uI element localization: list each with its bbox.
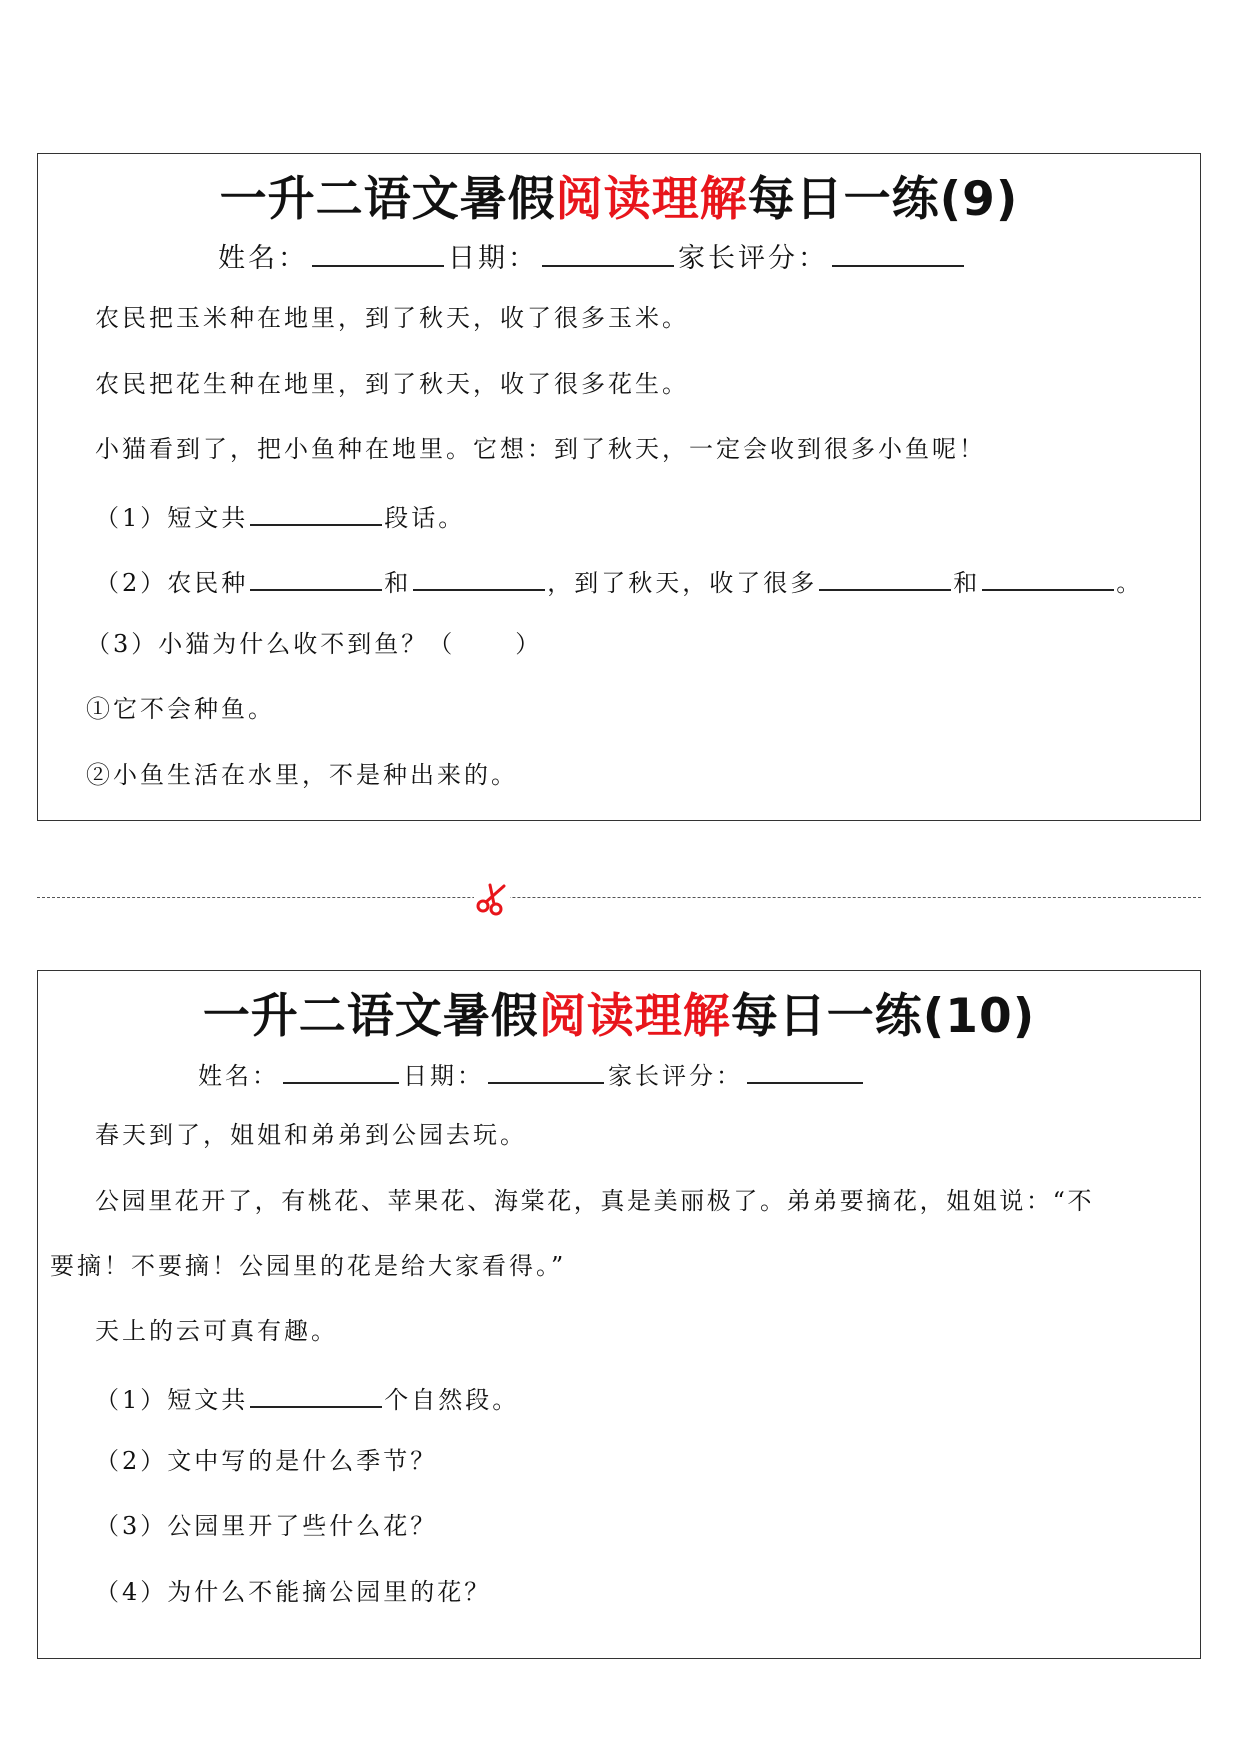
question-1: （1）短文共 段话。 <box>95 504 466 532</box>
sheet-title <box>38 989 1200 1044</box>
paragraph: 天上的云可真有趣。 <box>95 1317 338 1345</box>
score-field[interactable] <box>832 241 964 267</box>
answer-blank[interactable] <box>250 502 382 526</box>
paragraph: 春天到了，姐姐和弟弟到公园去玩。 <box>95 1121 527 1149</box>
score-field[interactable] <box>747 1058 863 1084</box>
question-1: （1）短文共 个自然段。 <box>95 1386 520 1414</box>
question-4: （4）为什么不能摘公园里的花？ <box>95 1578 492 1606</box>
paragraph: 小猫看到了，把小鱼种在地里。它想：到了秋天，一定会收到很多小鱼呢！ <box>95 435 986 463</box>
name-label: 姓名： <box>198 1062 279 1090</box>
answer-blank[interactable] <box>250 567 382 591</box>
answer-blank[interactable] <box>982 567 1114 591</box>
option-2: ②小鱼生活在水里，不是种出来的。 <box>86 761 518 789</box>
paragraph: 公园里花开了，有桃花、苹果花、海棠花，真是美丽极了。弟弟要摘花，姐姐说：“不 <box>95 1187 1095 1215</box>
date-field[interactable] <box>542 241 674 267</box>
answer-blank[interactable] <box>413 567 545 591</box>
sheet-title <box>38 172 1200 227</box>
title-highlight: 阅读理解 <box>538 989 731 1044</box>
paragraph-continued: 要摘！不要摘！公园里的花是给大家看得。” <box>50 1252 567 1280</box>
title-suffix: 每日一练(9) <box>747 172 1019 227</box>
score-label: 家长评分： <box>608 1062 743 1090</box>
paragraph: 农民把花生种在地里，到了秋天，收了很多花生。 <box>95 370 689 398</box>
scissors-icon <box>474 882 510 916</box>
option-1: ①它不会种鱼。 <box>86 695 275 723</box>
name-field[interactable] <box>312 241 444 267</box>
name-field[interactable] <box>283 1058 399 1084</box>
name-label: 姓名： <box>218 243 308 274</box>
title-highlight: 阅读理解 <box>555 172 748 227</box>
exercise-sheet-10 <box>37 970 1201 1659</box>
info-line <box>218 241 968 272</box>
question-2: （2）文中写的是什么季节？ <box>95 1447 438 1475</box>
date-field[interactable] <box>488 1058 604 1084</box>
cut-line <box>37 897 1201 898</box>
title-suffix: 每日一练(10) <box>730 989 1036 1044</box>
score-label: 家长评分： <box>678 243 828 274</box>
info-line <box>198 1058 867 1088</box>
question-3: （3）小猫为什么收不到鱼？（ ） <box>86 630 543 658</box>
title-prefix: 一升二语文暑假 <box>202 989 539 1044</box>
date-label: 日期： <box>403 1062 484 1090</box>
title-prefix: 一升二语文暑假 <box>219 172 556 227</box>
answer-blank[interactable] <box>250 1384 382 1408</box>
paragraph: 农民把玉米种在地里，到了秋天，收了很多玉米。 <box>95 304 689 332</box>
question-3: （3）公园里开了些什么花？ <box>95 1512 438 1540</box>
date-label: 日期： <box>448 243 538 274</box>
question-2: （2）农民种 和 ，到了秋天，收了很多 和 。 <box>95 569 1144 597</box>
answer-blank[interactable] <box>819 567 951 591</box>
exercise-sheet-9 <box>37 153 1201 821</box>
